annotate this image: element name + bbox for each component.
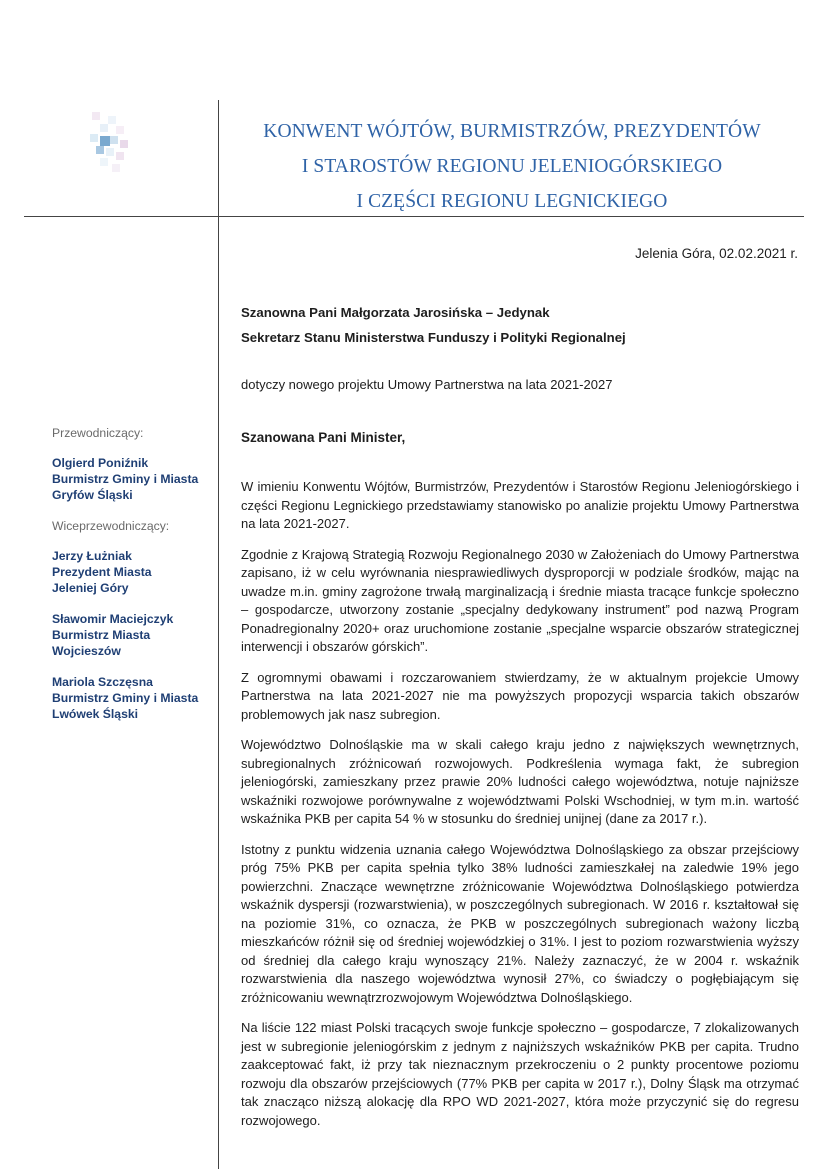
vice-entry-1 — [52, 548, 212, 596]
vice-place: Wojcieszów — [52, 644, 121, 658]
vice-name: Sławomir Maciejczyk — [52, 612, 174, 626]
letter-greeting: Szanowana Pani Minister, — [241, 430, 406, 445]
chair-place: Gryfów Śląski — [52, 488, 133, 502]
vice-name: Mariola Szczęsna — [52, 675, 153, 689]
recipient-name: Szanowna Pani Małgorzata Jarosińska – Jedynak — [241, 305, 550, 320]
chair-role-label: Przewodniczący: — [52, 426, 144, 440]
body-paragraph: Z ogromnymi obawami i rozczarowaniem stwierdzamy, że w aktualnym projekcie Umowy Partnerstwa na lata 2021-2027 nie ma powyższych propozycji wsparcia takich obszarów problemowych jak nasz subregion. — [241, 669, 799, 722]
vice-entry-2 — [52, 611, 212, 659]
body-paragraph: Istotny z punktu widzenia uznania całego Województwa Dolnośląskiego za obszar przejściowy próg 75% PKB per capita spełnia tylko 38% ludności zamieszkałej na zaledwie 19% jego powierzchni. Znaczące wewnętrzne zróżnicowanie Województwa Dolnośląskiego potwierdza wskaźnik dyspersji (rozwarstwienia), w poszczególnych subregionach. W 2016 r. kształtował się na poziomie 31%, co oznacza, że PKB w poszczególnych subregionach ważony liczbą mieszkańców różnił się od średniej wojewódzkiej o 31%. I jest to poziom rozwarstwienia wyższy od średniej dla całego kraju wynoszący 21%. Należy zaznaczyć, że w 2004 r. wskaźnik rozwarstwienia dla naszego województwa wynosił 27%, co świadczy o pogłębiającym się zróżnicowaniu wewnątrzrozwojowym Województwa Dolnośląskiego. — [241, 841, 799, 1005]
vertical-divider — [218, 100, 219, 1169]
vice-entry-3 — [52, 674, 212, 722]
chair-entry — [52, 455, 212, 503]
chair-position: Burmistrz Gminy i Miasta — [52, 472, 199, 486]
letterhead-line: KONWENT WÓJTÓW, BURMISTRZÓW, PREZYDENTÓW — [263, 121, 761, 142]
letterhead-title — [222, 114, 802, 219]
vice-place: Lwówek Śląski — [52, 707, 139, 721]
sidebar-officials — [52, 425, 212, 737]
letterhead-line: I STAROSTÓW REGIONU JELENIOGÓRSKIEGO — [301, 156, 723, 177]
vice-place: Jeleniej Góry — [52, 581, 129, 595]
vice-position: Prezydent Miasta — [52, 565, 152, 579]
konwent-logo — [86, 112, 138, 176]
body-paragraph: Na liście 122 miast Polski tracących swoje funkcje społeczno – gospodarcze, 7 zlokalizowanych jest w subregionie jeleniogórskim z jednym z najniższych wskaźników PKB per capita. Trudno zaakceptować fakt, iż przy tak nieznacznym przekroczeniu o 2 punkty procentowe poziomu rozwoju dla obszarów przejściowych (77% PKB per capita w 2017 r.), Dolny Śląsk ma otrzymać tak znacząco niższą alokację dla RPO WD 2021-2027, która może przyczynić się do regresu rozwojowego. — [241, 1020, 799, 1128]
recipient-block — [241, 300, 801, 350]
chair-name: Olgierd Poniźnik — [52, 456, 149, 470]
vice-name: Jerzy Łużniak — [52, 549, 132, 563]
letter-subject: dotyczy nowego projektu Umowy Partnerstwa na lata 2021-2027 — [241, 377, 613, 392]
vice-position: Burmistrz Gminy i Miasta — [52, 691, 199, 705]
vice-position: Burmistrz Miasta — [52, 628, 151, 642]
horizontal-divider — [24, 216, 804, 217]
body-paragraph: W imieniu Konwentu Wójtów, Burmistrzów, Prezydentów i Starostów Regionu Jeleniogórskiego i części Regionu Legnickiego przedstawiamy stanowisko po analizie projektu Umowy Partnerstwa na lata 2021-2027. — [241, 479, 799, 531]
letterhead-line: I CZĘŚCI REGIONU LEGNICKIEGO — [356, 191, 668, 212]
vice-role-label: Wiceprzewodniczący: — [52, 519, 170, 533]
body-paragraph: Zgodnie z Krajową Strategią Rozwoju Regionalnego 2030 w Założeniach do Umowy Partnerstwa zapisano, iż w celu wyrównania niesprawiedliwych dysproporcji w podziale środków, mając na uwadze m.in. gminy zagrożone trwałą marginalizacją i średnie miasta tracące funkcje społeczno – gospodarcze, utworzony zostanie „specjalny dedykowany instrument” pod nazwą Program Ponadregionalny 2020+ oraz uruchomione zostanie „specjalne wsparcie obszarów strategicznej interwencji i obszarów górskich”. — [241, 546, 799, 654]
body-paragraph: Województwo Dolnośląskie ma w skali całego kraju jedno z największych wewnętrznych, subregionalnych zróżnicowań rozwojowych. Podkreślenia wymaga fakt, że subregion jeleniogórski, zamieszkany przez prawie 20% ludności całego województwa, notuje najniższe wskaźniki rozwojowe porównywalne z województwami Polski Wschodniej, w tym m.in. wartość wskaźnika PKB per capita 54 % w stosunku do średniej unijnej (dane za 2017 r.). — [241, 737, 799, 826]
recipient-title: Sekretarz Stanu Ministerstwa Funduszy i Polityki Regionalnej — [241, 330, 626, 345]
letter-body — [241, 478, 799, 1142]
letter-date: Jelenia Góra, 02.02.2021 r. — [635, 246, 798, 261]
